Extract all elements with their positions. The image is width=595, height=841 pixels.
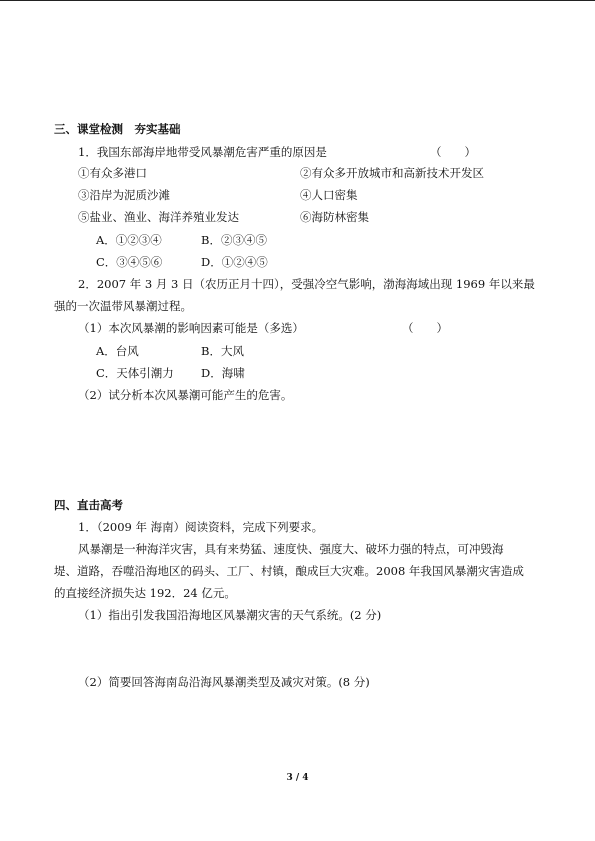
q1-option-b: B．②③④⑤: [201, 233, 267, 247]
top-rule: [0, 0, 595, 1]
q1-option-c: C．③④⑤⑥: [96, 255, 163, 269]
q2-option-c: C．天体引潮力: [96, 366, 174, 380]
q2-stem-line2: 强的一次温带风暴潮过程。: [54, 299, 192, 313]
s4-q1-intro: 1．（2009 年 海南）阅读资料，完成下列要求。: [78, 520, 324, 534]
s4-sub2: （2）简要回答海南岛沿海风暴潮类型及减灾对策。(8 分): [78, 675, 370, 689]
q1-item-6: ⑥海防林密集: [300, 210, 369, 224]
q2-sub1-answer-blank: （ ）: [402, 321, 448, 335]
s4-sub1: （1）指出引发我国沿海地区风暴潮灾害的天气系统。(2 分): [78, 608, 382, 622]
section4-heading: 四、直击高考: [54, 498, 123, 512]
q2-stem-line1: 2．2007 年 3 月 3 日（农历正月十四），受强冷空气影响，渤海海域出现 1969 年以来最: [78, 277, 535, 291]
s4-passage-line1: 风暴潮是一种海洋灾害，具有来势猛、速度快、强度大、破坏力强的特点，可冲毁海: [78, 542, 504, 556]
section3-heading: 三、课堂检测 夯实基础: [54, 122, 181, 136]
q1-item-2: ②有众多开放城市和高新技术开发区: [300, 166, 484, 180]
q1-option-a: A．①②③④: [96, 233, 162, 247]
q1-item-4: ④人口密集: [300, 188, 358, 202]
s4-passage-line2: 堤、道路，吞噬沿海地区的码头、工厂、村镇，酿成巨大灾难。2008 年我国风暴潮灾害造成: [54, 564, 524, 578]
page-number: 3 / 4: [286, 773, 309, 783]
q2-sub1: （1）本次风暴潮的影响因素可能是（多选）: [78, 321, 304, 335]
q2-option-b: B．大风: [201, 344, 244, 358]
q2-option-d: D．海啸: [201, 366, 245, 380]
s4-passage-line3: 的直接经济损失达 192．24 亿元。: [54, 586, 236, 600]
q1-item-1: ①有众多港口: [78, 166, 147, 180]
q2-option-a: A．台风: [96, 344, 139, 358]
q1-answer-blank: （ ）: [430, 145, 476, 159]
q1-option-d: D．①②④⑤: [201, 255, 268, 269]
q1-item-3: ③沿岸为泥质沙滩: [78, 188, 170, 202]
q2-sub2: （2）试分析本次风暴潮可能产生的危害。: [78, 388, 293, 402]
q1-item-5: ⑤盐业、渔业、海洋养殖业发达: [78, 210, 239, 224]
q1-stem: 1．我国东部海岸地带受风暴潮危害严重的原因是: [78, 145, 327, 159]
